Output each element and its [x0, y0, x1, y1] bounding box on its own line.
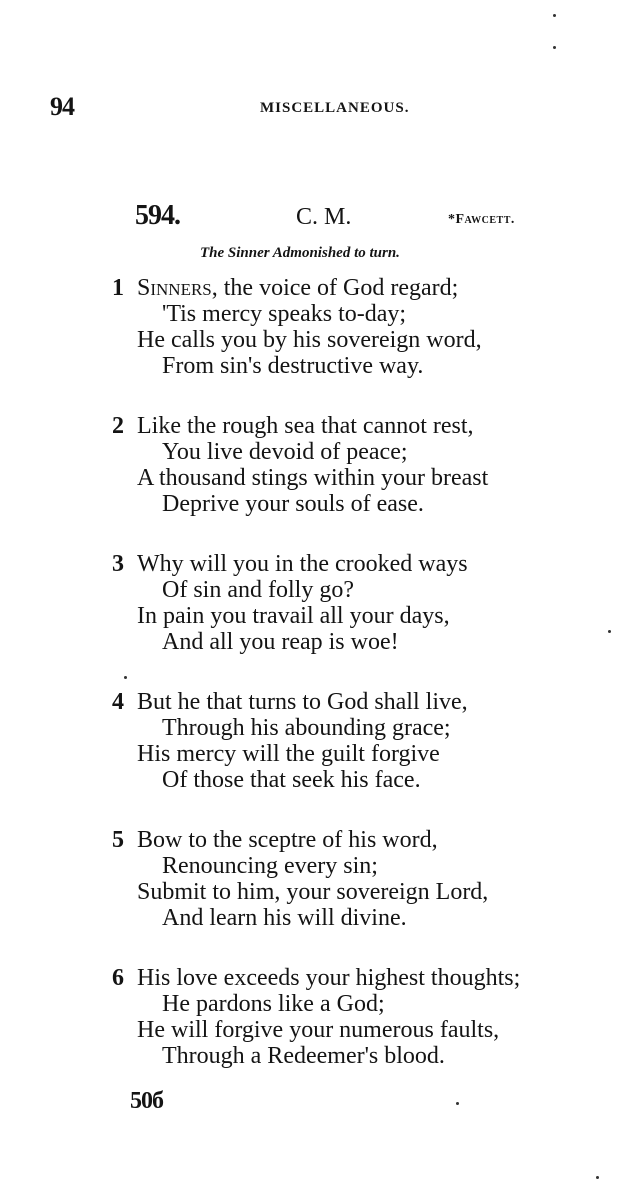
hymn-stanzas — [0, 275, 640, 1103]
stanza-line: But he that turns to God shall live, — [137, 689, 468, 715]
page-number: 94 — [50, 92, 74, 121]
stanza-line: His love exceeds your highest thoughts; — [137, 965, 521, 991]
stanza-number: 3 — [112, 551, 124, 577]
stanza-line: Renouncing every sin; — [162, 853, 378, 879]
paper-speck — [553, 46, 556, 49]
stanza-line: And all you reap is woe! — [162, 629, 399, 655]
stanza-line: Of sin and folly go? — [162, 577, 354, 603]
stanza-number: 2 — [112, 413, 124, 439]
stanza-3 — [0, 551, 640, 679]
stanza-line — [137, 275, 458, 301]
hymn-author: *Fawcett. — [448, 212, 515, 227]
stanza-4 — [0, 689, 640, 817]
signature-mark: 50б — [130, 1088, 163, 1114]
paper-speck — [608, 630, 611, 633]
paper-speck — [456, 1102, 459, 1105]
paper-speck — [124, 676, 127, 679]
hymn-subtitle: The Sinner Admonished to turn. — [200, 245, 400, 261]
stanza-line: He calls you by his sovereign word, — [137, 327, 482, 353]
stanza-line: Deprive your souls of ease. — [162, 491, 424, 517]
stanza-line: Why will you in the crooked ways — [137, 551, 468, 577]
stanza-first-word: Sinners, — [137, 275, 218, 301]
stanza-line: Of those that seek his face. — [162, 767, 421, 793]
stanza-number: 5 — [112, 827, 124, 853]
stanza-line-rest: the voice of God regard; — [223, 275, 459, 301]
stanza-number: 6 — [112, 965, 124, 991]
stanza-5 — [0, 827, 640, 955]
stanza-line: Through a Redeemer's blood. — [162, 1043, 445, 1069]
stanza-number: 1 — [112, 275, 124, 301]
paper-speck — [553, 14, 556, 17]
hymn-heading — [0, 200, 640, 232]
paper-speck — [596, 1176, 599, 1179]
hymn-meter: C. M. — [296, 204, 352, 230]
stanza-1 — [0, 275, 640, 403]
stanza-line: And learn his will divine. — [162, 905, 407, 931]
running-head — [0, 92, 640, 122]
stanza-line: His mercy will the guilt forgive — [137, 741, 440, 767]
stanza-line: From sin's destructive way. — [162, 353, 424, 379]
stanza-line: In pain you travail all your days, — [137, 603, 450, 629]
stanza-6 — [0, 965, 640, 1093]
stanza-line: He will forgive your numerous faults, — [137, 1017, 500, 1043]
stanza-number: 4 — [112, 689, 124, 715]
stanza-line: Submit to him, your sovereign Lord, — [137, 879, 489, 905]
stanza-line: Like the rough sea that cannot rest, — [137, 413, 474, 439]
hymn-number: 594. — [135, 200, 180, 231]
stanza-line: Through his abounding grace; — [162, 715, 451, 741]
section-title: MISCELLANEOUS. — [260, 100, 410, 116]
stanza-line: You live devoid of peace; — [162, 439, 408, 465]
stanza-line: Bow to the sceptre of his word, — [137, 827, 438, 853]
stanza-line: 'Tis mercy speaks to-day; — [162, 301, 407, 327]
stanza-line: He pardons like a God; — [162, 991, 385, 1017]
stanza-2 — [0, 413, 640, 541]
stanza-line: A thousand stings within your breast — [137, 465, 489, 491]
